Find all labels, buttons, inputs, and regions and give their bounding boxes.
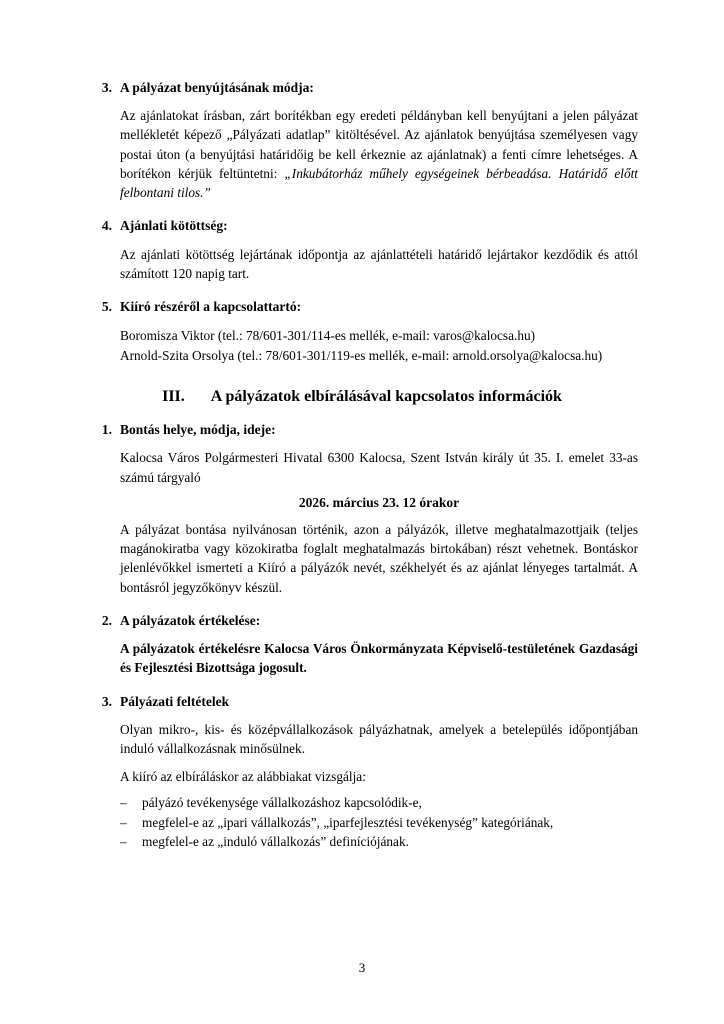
list-item-label: megfelel-e az „induló vállalkozás” definíciójának. <box>142 834 409 850</box>
section-roman-numeral: III. <box>162 388 185 406</box>
criteria-list <box>120 793 638 853</box>
contact-line: Boromisza Viktor (tel.: 78/601-301/114-es mellék, e-mail: varos@kalocsa.hu) <box>120 328 536 344</box>
contact-line: Arnold-Szita Orsolya (tel.: 78/601-301/119-es mellék, e-mail: arnold.orsolya@kalocsa.hu) <box>120 348 603 364</box>
spacer <box>86 283 638 297</box>
dash-bullet-icon: – <box>120 794 127 810</box>
paragraph-submission-method <box>120 106 638 202</box>
dash-bullet-icon: – <box>120 814 127 830</box>
section-item-heading-1 <box>86 420 638 439</box>
list-heading-text: Bontás helye, módja, ideje: <box>120 422 276 438</box>
list-heading-text: A pályázatok értékelése: <box>120 612 261 628</box>
section-item-heading-3 <box>86 692 638 711</box>
list-heading-text: Kiíró részéről a kapcsolattartó: <box>120 299 302 315</box>
list-number: 3. <box>101 80 112 95</box>
list-number: 1. <box>101 422 112 438</box>
list-item-heading-3 <box>86 78 638 97</box>
list-item-label: pályázó tevékenysége vállalkozáshoz kapcsolódik-e, <box>142 794 422 810</box>
list-heading-text: Pályázati feltételek <box>120 693 230 709</box>
spacer <box>86 597 638 611</box>
spacer <box>86 678 638 692</box>
list-item <box>120 832 638 852</box>
opening-date-line: 2026. március 23. 12 órakor <box>298 494 460 510</box>
document-content <box>86 78 638 852</box>
paragraph-text-italic: „Inkubátorház műhely egységeinek bérbeadása. Határidő előtt felbontani tilos.” <box>120 165 638 201</box>
list-item-heading-5 <box>86 297 638 316</box>
section-item-heading-2 <box>86 611 638 630</box>
list-number: 2. <box>101 612 112 628</box>
list-item <box>120 813 638 833</box>
paragraph-binding-period: Az ajánlati kötöttség lejártának időpontja az ajánlattételi határidő lejártakor kezdődik és attól számított 120 napig tart. <box>120 246 638 281</box>
list-number: 4. <box>101 218 112 234</box>
paragraph-evaluation-criteria-intro: A kiíró az elbíráláskor az alábbiakat vizsgálja: <box>120 769 366 785</box>
list-item-heading-4 <box>86 216 638 235</box>
section-title <box>86 388 638 406</box>
paragraph-eligibility: Olyan mikro-, kis- és középvállalkozások pályázhatnak, amelyek a betelepülés időpontjában induló vállalkozásnak minősülnek. <box>120 721 638 757</box>
paragraph-opening-place: Kalocsa Város Polgármesteri Hivatal 6300 Kalocsa, Szent István király út 35. I. emelet 33-as számú tárgyaló <box>120 450 638 485</box>
spacer <box>86 202 638 216</box>
paragraph-opening-procedure: A pályázat bontása nyilvánosan történik, azon a pályázók, illetve meghatalmazottjaik (teljes magánokiratba vagy közokiratba foglalt meghatalmazás birtokában) részt vehetnek. Bontáskor jelenlévőkkel ismerteti a Kiíró a pályázók nevét, székhelyét és az ajánlat lényeges tartalmát. A bontásról jegyzőkönyv készül. <box>120 521 638 595</box>
paragraph-evaluation-body: A pályázatok értékelésre Kalocsa Város Önkormányzata Képviselő-testületének Gazdasági és Fejlesztési Bizottsága jogosult. <box>120 641 638 676</box>
list-number: 5. <box>101 299 112 315</box>
dash-bullet-icon: – <box>120 834 127 850</box>
contact-list <box>86 326 638 366</box>
paragraph-text: Az ajánlatokat írásban, zárt borítékban egy eredeti példányban kell benyújtani a jelen pályázat mellékletét képező „Pályázati adatlap” kitöltésével. Az ajánlatok benyújtása személyesen vagy postai úton (a benyújtási határidőig be kell érkeznie az ajánlatnak) a fenti címre lehetséges. A borítékon kérjük feltüntetni: <box>120 108 638 181</box>
list-item <box>120 793 638 813</box>
page-number: 3 <box>358 960 366 975</box>
list-item-label: megfelel-e az „ipari vállalkozás”, „iparfejlesztési tevékenység” kategóriának, <box>142 814 554 830</box>
section-title-text: A pályázatok elbírálásával kapcsolatos információk <box>210 388 562 406</box>
list-number: 3. <box>101 693 112 709</box>
list-heading-text: A pályázat benyújtásának módja: <box>120 80 314 95</box>
list-heading-text: Ajánlati kötöttség: <box>120 218 228 234</box>
